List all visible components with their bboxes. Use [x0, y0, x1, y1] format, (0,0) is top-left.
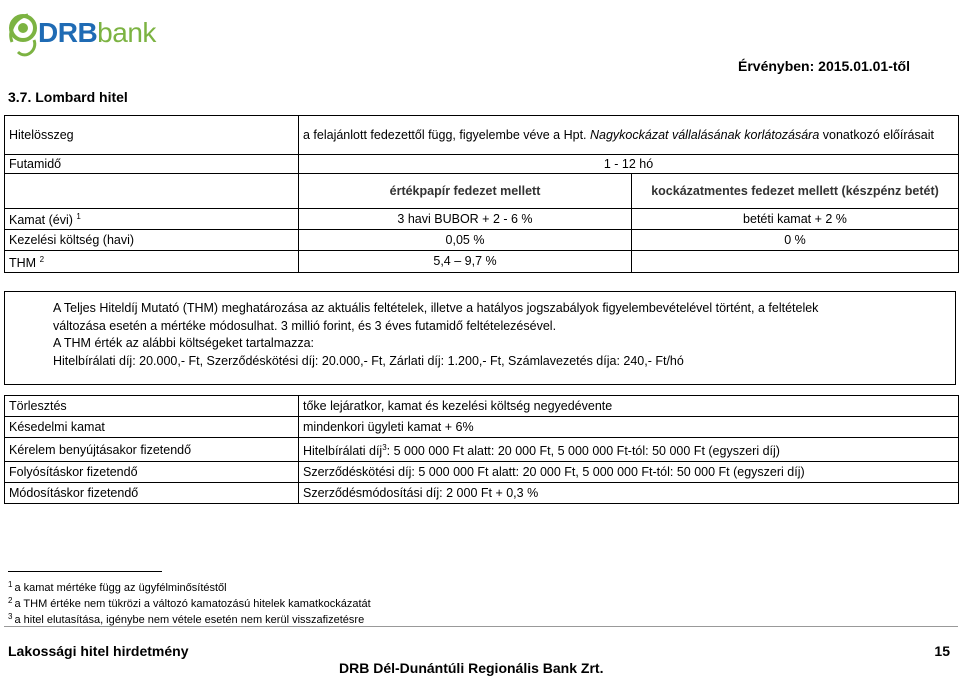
repayment-label: Törlesztés — [5, 396, 299, 417]
application-fee-value: Hitelbírálati díj$^3$: 5 000 000 Ft alatt: 20 000 Ft, 5 000 000 Ft-tól: 50 000 Ft (egyszeri díj) — [299, 438, 959, 462]
table-row — [5, 209, 959, 230]
loan-conditions-table — [4, 115, 959, 273]
fee-securities: 0,05 % — [299, 230, 632, 251]
loan-amount-label: Hitelösszeg — [5, 116, 299, 155]
fees-table — [4, 395, 959, 504]
interest-label: Kamat (évi) $^1$ — [5, 209, 299, 230]
thm-note-box — [4, 291, 956, 385]
footnote-2: $^2$ a THM értéke nem tükrözi a változó kamatozású hitelek kamatkockázatát — [8, 596, 371, 610]
interest-securities: 3 havi BUBOR + 2 - 6 % — [299, 209, 632, 230]
late-interest-label: Késedelmi kamat — [5, 417, 299, 438]
footer-document-title: Lakossági hitel hirdetmény — [8, 643, 189, 659]
col-header-securities: értékpapír fedezet mellett — [299, 174, 632, 209]
table-row — [5, 251, 959, 273]
loan-amount-value: a felajánlott fedezettől függ, figyelembe véve a Hpt. Nagykockázat vállalásának korlátozására vonatkozó előírásait — [299, 116, 959, 155]
note-line: A Teljes Hiteldíj Mutató (THM) meghatározása az aktuális feltételek, illetve a hatályos jogszabályok figyelembevételével történt, a feltételek — [53, 301, 819, 315]
footnote-3: $^3$ a hitel elutasítása, igénybe nem vétele esetén nem kerül visszafizetésre — [8, 612, 365, 626]
footnote-divider — [8, 571, 162, 572]
note-line: Hitelbírálati díj: 20.000,- Ft, Szerződéskötési díj: 20.000,- Ft, Zárlati díj: 1.200,- Ft, Számlavezetés díja: 240,- Ft/hó — [53, 353, 684, 368]
table-row — [5, 483, 959, 504]
term-label: Futamidő — [5, 155, 299, 174]
page-number: 15 — [934, 643, 950, 659]
table-row — [5, 396, 959, 417]
modification-fee-label: Módosításkor fizetendő — [5, 483, 299, 504]
term-value: 1 - 12 hó — [299, 155, 959, 174]
thm-label: THM $^2$ — [5, 251, 299, 273]
disbursement-fee-label: Folyósításkor fizetendő — [5, 462, 299, 483]
table-row — [5, 116, 959, 155]
table-row — [5, 417, 959, 438]
note-line: A THM érték az alábbi költségeket tartalmazza: — [53, 336, 314, 350]
footer-bank-name: DRB Dél-Dunántúli Regionális Bank Zrt. — [339, 660, 604, 676]
logo-wordmark: DRBbank — [38, 17, 156, 48]
footer-divider — [4, 626, 958, 627]
footnote-1: $^1$ a kamat mértéke függ az ügyfélminősítéstől — [8, 580, 227, 594]
fee-riskfree: 0 % — [632, 230, 959, 251]
table-row — [5, 174, 959, 209]
thm-value: 5,4 – 9,7 % — [299, 251, 632, 273]
disbursement-fee-value: Szerződéskötési díj: 5 000 000 Ft alatt: 20 000 Ft, 5 000 000 Ft-tól: 50 000 Ft (egyszeri díj) — [299, 462, 959, 483]
note-line: változása esetén a mértéke módosulhat. 3 millió forint, és 3 éves futamidő feltételezésével. — [53, 318, 557, 333]
validity-date: Érvényben: 2015.01.01-től — [738, 58, 910, 74]
col-header-riskfree: kockázatmentes fedezet mellett (készpénz betét) — [632, 174, 959, 209]
table-row — [5, 155, 959, 174]
table-row — [5, 462, 959, 483]
fee-label: Kezelési költség (havi) — [5, 230, 299, 251]
table-row — [5, 438, 959, 462]
interest-riskfree: betéti kamat + 2 % — [632, 209, 959, 230]
application-fee-label: Kérelem benyújtásakor fizetendő — [5, 438, 299, 462]
empty-header-cell — [5, 174, 299, 209]
table-row — [5, 230, 959, 251]
repayment-value: tőke lejáratkor, kamat és kezelési költség negyedévente — [299, 396, 959, 417]
thm-empty-cell — [632, 251, 959, 273]
late-interest-value: mindenkori ügyleti kamat + 6% — [299, 417, 959, 438]
section-title: 3.7. Lombard hitel — [8, 89, 128, 105]
modification-fee-value: Szerződésmódosítási díj: 2 000 Ft + 0,3 % — [299, 483, 959, 504]
